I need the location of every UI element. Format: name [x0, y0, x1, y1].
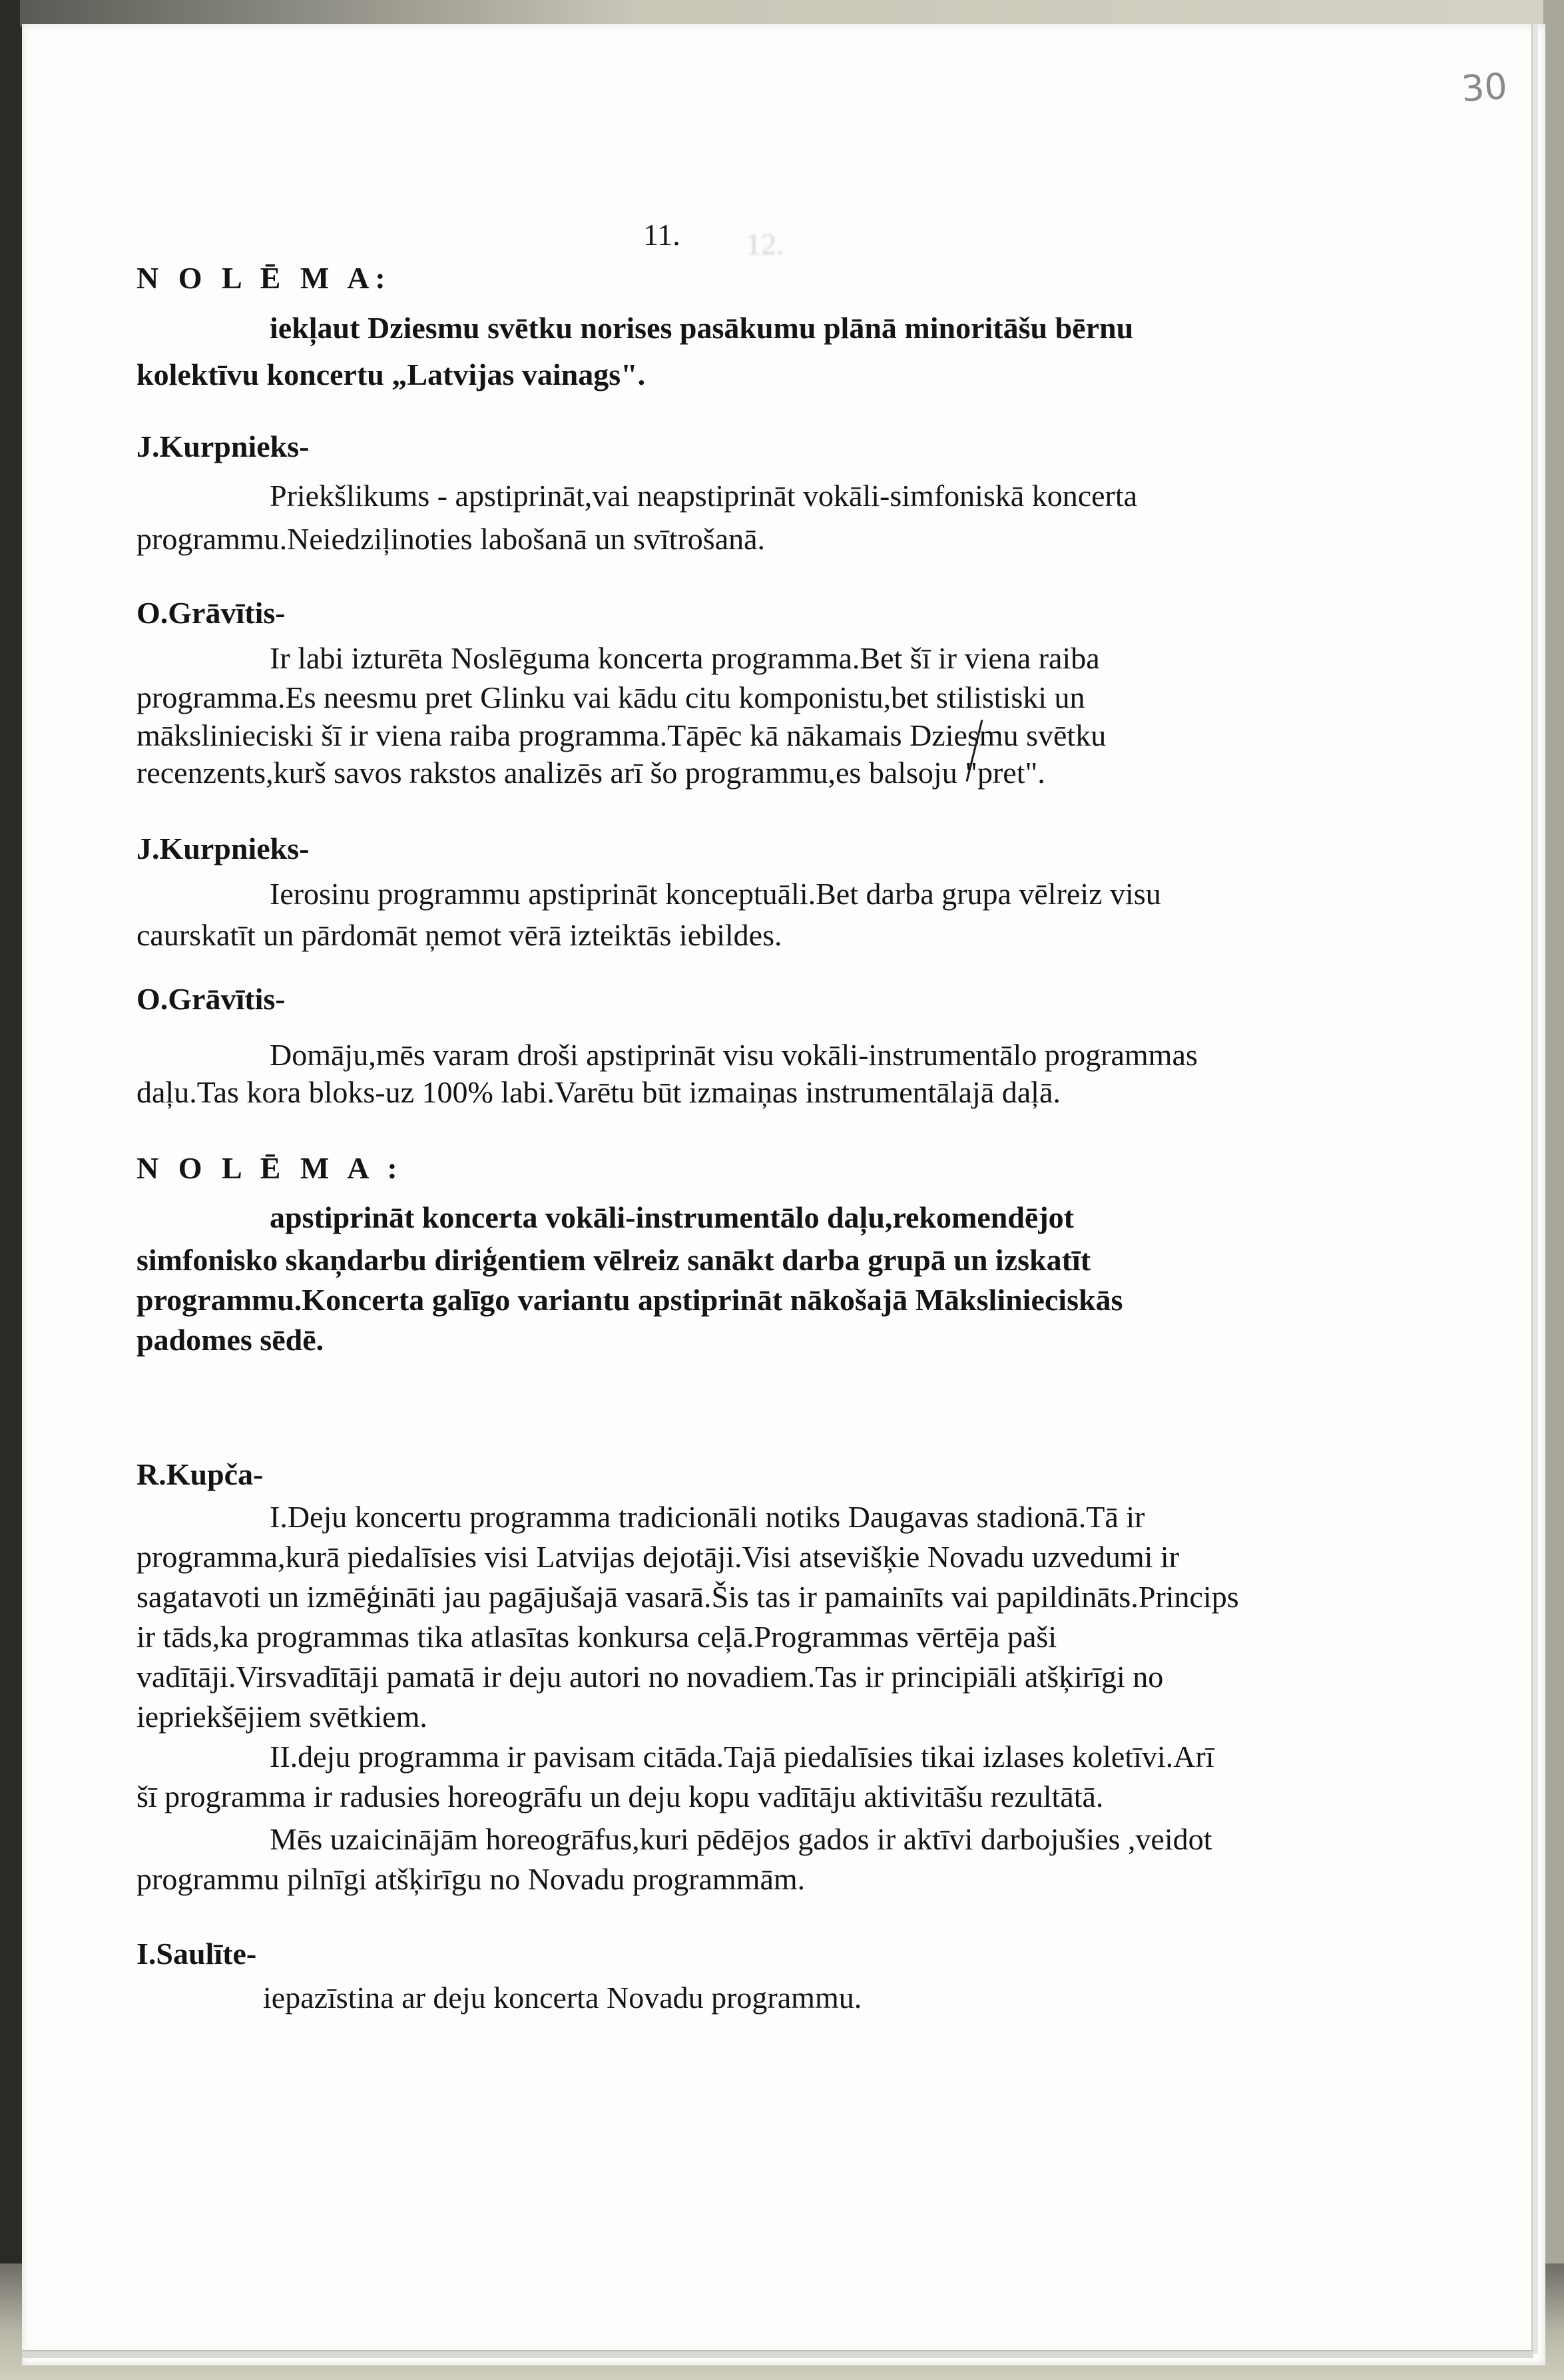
scanner-background-top [20, 0, 1564, 27]
speech-line: daļu.Tas kora bloks-uz 100% labi.Varētu būt izmaiņas instrumentālajā daļā. [136, 1075, 1061, 1109]
speaker-name: J.Kurpnieks- [136, 429, 310, 463]
speech-line: šī programma ir radusies horeogrāfu un deju kopu vadītāju aktivitāšu rezultātā. [136, 1780, 1104, 1813]
speech-line: programma.Es neesmu pret Glinku vai kādu citu komponistu,bet stilistiski un [136, 680, 1085, 714]
speech-line: recenzents,kurš savos rakstos analizēs arī šo programmu,es balsoju "pret". [136, 756, 1045, 790]
speech-line: I.Deju koncertu programma tradicionāli notiks Daugavas stadionā.Tā ir [270, 1500, 1145, 1534]
speech-line: Domāju,mēs varam droši apstiprināt visu vokāli-instrumentālo programmas [270, 1038, 1198, 1072]
decision-line: simfonisko skaņdarbu diriģentiem vēlreiz sanākt darba grupā un izskatīt [136, 1243, 1091, 1277]
speech-line: Mēs uzaicinājām horeogrāfus,kuri pēdējos gados ir aktīvi darbojušies ,veidot [270, 1822, 1212, 1856]
speech-line: programmu pilnīgi atšķirīgu no Novadu programmām. [136, 1862, 806, 1896]
speech-line: caurskatīt un pārdomāt ņemot vērā izteiktās iebildes. [136, 918, 782, 952]
speech-line: iepriekšējiem svētkiem. [136, 1700, 427, 1734]
decision-heading: N O L Ē M A: [136, 261, 391, 295]
speaker-name: O.Grāvītis- [136, 596, 286, 630]
decision-line: programmu.Koncerta galīgo variantu apstiprināt nākošajā Mākslinieciskās [136, 1283, 1123, 1317]
page-edge-bottom [22, 2350, 1533, 2358]
speaker-name: I.Saulīte- [136, 1937, 257, 1971]
decision-line: apstiprināt koncerta vokāli-instrumentālo daļu,rekomendējot [270, 1200, 1074, 1234]
decision-line: padomes sēdē. [136, 1323, 324, 1357]
speech-line: Priekšlikums - apstiprināt,vai neapstiprināt vokāli-simfoniskā koncerta [270, 479, 1138, 513]
folio-number: 30 [1459, 65, 1509, 111]
speaker-name: O.Grāvītis- [136, 982, 286, 1016]
speaker-name: J.Kurpnieks- [136, 832, 310, 865]
speaker-name: R.Kupča- [136, 1457, 264, 1491]
scanner-background-right [1543, 0, 1564, 2380]
speech-line: programma,kurā piedalīsies visi Latvijas dejotāji.Visi atsevišķie Novadu uzvedumi ir [136, 1540, 1179, 1574]
speech-line: II.deju programma ir pavisam citāda.Tajā piedalīsies tikai izlases koletīvi.Arī [270, 1740, 1214, 1774]
show-through-number: 12. [746, 227, 784, 261]
speech-line: Ierosinu programmu apstiprināt konceptuāli.Bet darba grupa vēlreiz visu [270, 877, 1161, 911]
speech-line: Ir labi izturēta Noslēguma koncerta programma.Bet šī ir viena raiba [270, 641, 1100, 675]
decision-heading: N O L Ē M A : [136, 1151, 403, 1185]
page-edge-right [1531, 24, 1538, 2354]
decision-line: iekļaut Dziesmu svētku norises pasākumu plānā minoritāšu bērnu [270, 311, 1134, 345]
decision-line: kolektīvu koncertu „Latvijas vainags". [136, 357, 646, 391]
speech-line: ir tāds,ka programmas tika atlasītas konkursa ceļā.Programmas vērtēja paši [136, 1620, 1057, 1654]
item-number: 11. [643, 218, 680, 252]
speech-line: iepazīstina ar deju koncerta Novadu programmu. [263, 1981, 862, 2015]
speech-line: programmu.Neiedziļinoties labošanā un svītrošanā. [136, 522, 766, 556]
speech-line: sagatavoti un izmēģināti jau pagājušajā vasarā.Šis tas ir pamainīts vai papildināts.Princips [136, 1580, 1239, 1614]
speech-line: vadītāji.Virsvadītāji pamatā ir deju autori no novadiem.Tas ir principiāli atšķirīgi no [136, 1660, 1164, 1694]
speech-line: mākslinieciski šī ir viena raiba programma.Tāpēc kā nākamais Dziesmu svētku [136, 718, 1107, 752]
